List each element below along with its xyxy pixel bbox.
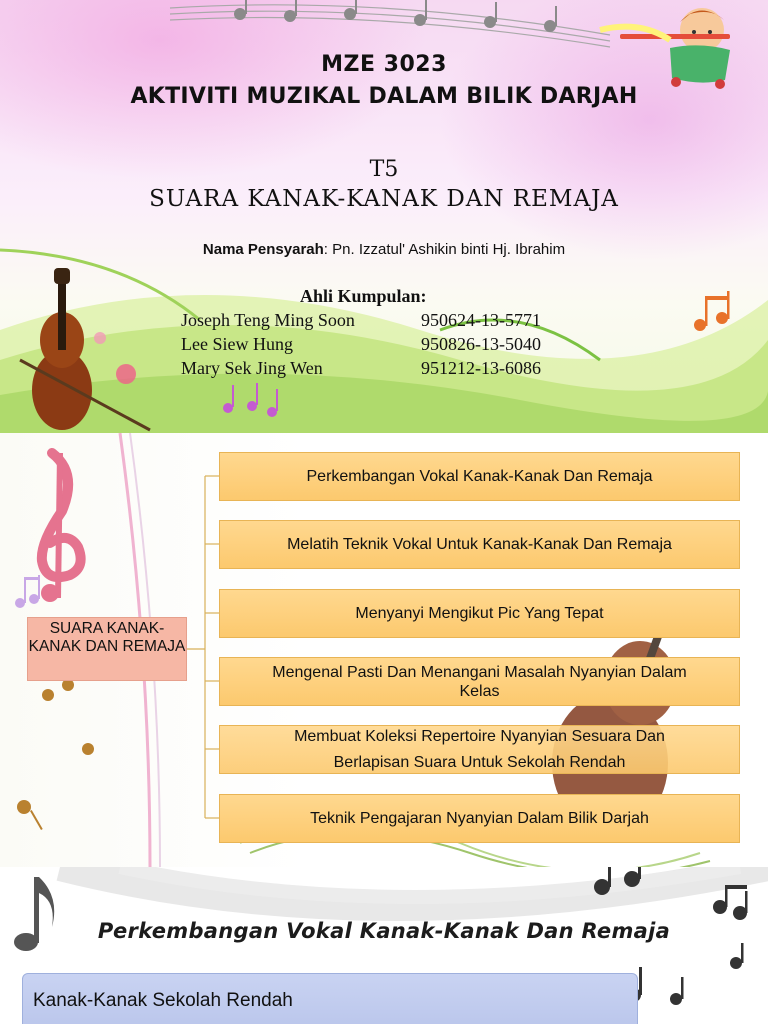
subtopic-box: Kanak-Kanak Sekolah Rendah	[22, 973, 638, 1024]
root-topic-box: SUARA KANAK-KANAK DAN REMAJA	[27, 617, 187, 681]
course-name: AKTIVITI MUZIKAL DALAM BILIK DARJAH	[130, 84, 638, 109]
branch-box	[219, 520, 740, 569]
branch-label: Kelas	[459, 682, 500, 700]
content-slide	[0, 867, 768, 1024]
branch-label: Membuat Koleksi Repertoire Nyanyian Sesuara Dan	[294, 727, 665, 745]
branch-label: Menyanyi Mengikut Pic Yang Tepat	[355, 604, 604, 622]
branch-box	[219, 725, 740, 774]
member-ic: 950826-13-5040	[421, 334, 541, 354]
member-ic: 950624-13-5771	[421, 310, 541, 330]
title-slide	[0, 0, 768, 433]
member-name: Lee Siew Hung	[181, 334, 293, 354]
branch-box	[219, 589, 740, 638]
eighth-note-icon	[17, 679, 94, 830]
branch-box	[219, 657, 740, 706]
branch-label: Mengenal Pasti Dan Menangani Masalah Nyanyian Dalam	[272, 663, 687, 681]
member-ic: 951212-13-6086	[421, 358, 541, 378]
branch-box	[219, 452, 740, 501]
outline-slide	[0, 433, 768, 867]
treble-clef-icon	[41, 453, 81, 602]
topic-name: SUARA KANAK-KANAK DAN REMAJA	[149, 186, 619, 212]
members-heading: Ahli Kumpulan:	[300, 286, 427, 306]
eighth-note-icon	[15, 575, 40, 608]
branch-label: Teknik Pengajaran Nyanyian Dalam Bilik Darjah	[310, 809, 649, 827]
course-code: MZE 3023	[321, 52, 447, 77]
tree-connectors	[187, 476, 219, 818]
branch-label: Berlapisan Suara Untuk Sekolah Rendah	[333, 753, 626, 771]
topic-code: T5	[369, 157, 399, 182]
member-name: Joseph Teng Ming Soon	[181, 310, 355, 330]
branch-label: Melatih Teknik Vokal Untuk Kanak-Kanak Dan Remaja	[287, 535, 672, 553]
slide-title: Perkembangan Vokal Kanak-Kanak Dan Remaja	[97, 919, 671, 943]
lecturer-line	[0, 241, 768, 258]
music-notes-icon	[694, 291, 730, 331]
branch-label: Perkembangan Vokal Kanak-Kanak Dan Remaja	[306, 467, 653, 485]
member-name: Mary Sek Jing Wen	[181, 358, 323, 378]
branch-box	[219, 794, 740, 843]
lecturer-label: Nama Pensyarah	[202, 241, 324, 258]
lecturer-name: Pn. Izzatul' Ashikin binti Hj. Ibrahim	[332, 241, 566, 258]
lecturer-separator: :	[323, 241, 333, 258]
